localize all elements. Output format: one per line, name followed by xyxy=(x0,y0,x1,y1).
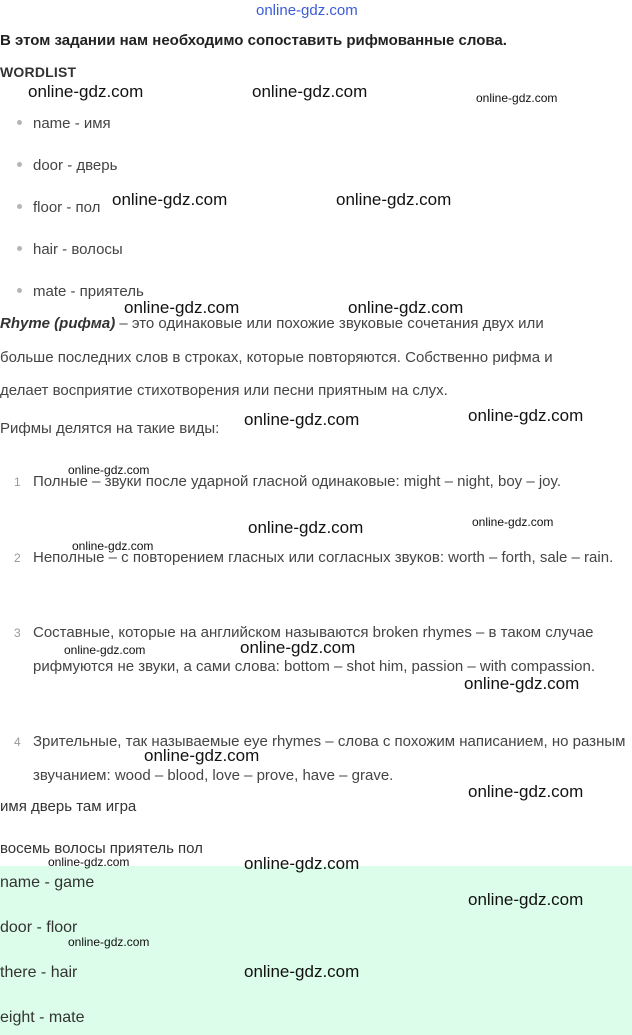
answer-item: name - game xyxy=(0,874,95,891)
watermark: online-gdz.com xyxy=(464,674,580,693)
watermark: online-gdz.com xyxy=(468,406,584,425)
watermark: online-gdz.com xyxy=(252,82,368,101)
wordlist-item: hair - волосы xyxy=(17,241,123,258)
type-text: Полные – звуки после ударной гласной одинаковые: might – night, boy – joy. xyxy=(33,473,562,490)
watermark: online-gdz.com xyxy=(348,298,464,317)
watermark: online-gdz.com xyxy=(64,643,146,657)
types-heading: Рифмы делятся на такие виды: xyxy=(0,420,220,437)
watermark: online-gdz.com xyxy=(144,746,260,765)
watermark: online-gdz.com xyxy=(68,463,150,477)
watermark: online-gdz.com xyxy=(472,515,554,529)
answer-item: eight - mate xyxy=(0,1009,85,1026)
watermark: online-gdz.com xyxy=(48,855,130,869)
bullet-icon xyxy=(17,288,22,293)
type-number: 3 xyxy=(14,626,21,640)
bullet-icon xyxy=(17,246,22,251)
wordlist-item: door - дверь xyxy=(17,157,117,174)
type-number: 1 xyxy=(14,475,21,489)
rhyme-line-1: – это одинаковые или похожие звуковые сочетания двух или xyxy=(115,315,544,332)
rhyme-term: Rhyme (рифма) xyxy=(0,315,116,332)
type-text: Неполные – с повторением гласных или согласных звуков: worth – forth, sale – rain. xyxy=(33,549,614,566)
words-line-2: восемь волосы приятель пол xyxy=(0,840,203,857)
watermark: online-gdz.com xyxy=(28,82,144,101)
wordlist-item: name - имя xyxy=(17,115,111,132)
watermark: online-gdz.com xyxy=(244,854,360,873)
type-text: Зрительные, так называемые eye rhymes – слова с похожим написанием, но разным звучанием: wood – blood, love – prove, have – grave. xyxy=(33,733,626,784)
answer-item: door - floor xyxy=(0,919,78,936)
watermark: online-gdz.com xyxy=(336,190,452,209)
wordlist-title: WORDLIST xyxy=(0,64,77,80)
type-number: 2 xyxy=(14,551,21,565)
watermark: online-gdz.com xyxy=(68,935,150,949)
type-text: Составные, которые на английском называются broken rhymes – в таком случае рифмуются не звуки, а сами слова: bottom – shot him, passion – with compassion. xyxy=(33,624,595,675)
wordlist-item: mate - приятель xyxy=(17,283,144,300)
watermark: online-gdz.com xyxy=(72,539,154,553)
watermark: online-gdz.com xyxy=(468,890,584,909)
watermark: online-gdz.com xyxy=(112,190,228,209)
answer-item: there - hair xyxy=(0,964,78,981)
watermark: online-gdz.com xyxy=(124,298,240,317)
watermark-top: online-gdz.com xyxy=(256,2,358,19)
type-number: 4 xyxy=(14,735,21,749)
watermark: online-gdz.com xyxy=(248,518,364,537)
watermark: online-gdz.com xyxy=(476,91,558,105)
watermark: online-gdz.com xyxy=(468,782,584,801)
wordlist-item: floor - пол xyxy=(17,199,100,216)
watermark: online-gdz.com xyxy=(240,638,356,657)
rhyme-paragraph xyxy=(0,307,632,408)
rhyme-line-2: больше последних слов в строках, которые повторяются. Собственно рифма и xyxy=(0,348,553,366)
watermark: online-gdz.com xyxy=(244,410,360,429)
bullet-icon xyxy=(17,162,22,167)
intro-text: В этом задании нам необходимо сопоставить рифмованные слова. xyxy=(0,32,507,49)
watermark: online-gdz.com xyxy=(244,962,360,981)
words-line-1: имя дверь там игра xyxy=(0,798,137,815)
rhyme-line-3: делает восприятие стихотворения или песни приятным на слух. xyxy=(0,382,448,399)
bullet-icon xyxy=(17,120,22,125)
bullet-icon xyxy=(17,204,22,209)
